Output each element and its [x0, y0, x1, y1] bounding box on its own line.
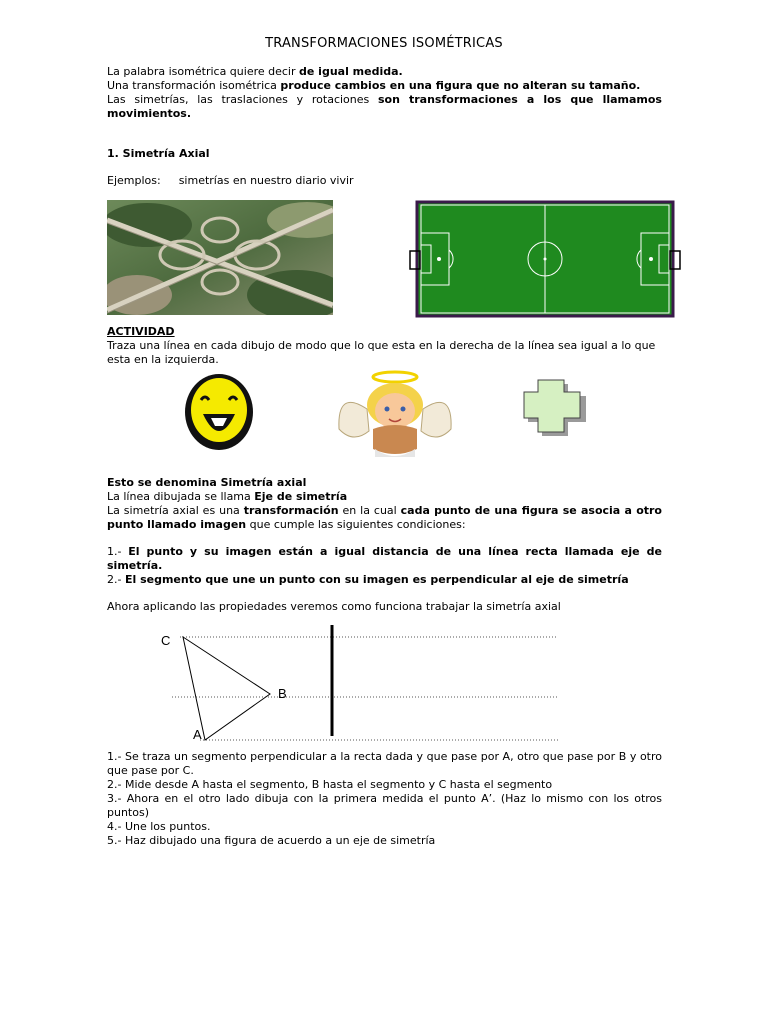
- definition-bold: cada punto de una figura se asocia a otro punto llamado imagen: [107, 504, 662, 531]
- apply-text: Ahora aplicando las propiedades veremos como funciona trabajar la simetría axial: [107, 600, 561, 613]
- page-title: TRANSFORMACIONES ISOMÉTRICAS: [265, 36, 503, 51]
- definition-bold: Eje de simetría: [254, 490, 348, 503]
- definition-text: que cumple las siguientes condiciones:: [246, 518, 466, 531]
- step-2: 2.- Mide desde A hasta el segmento, B hasta el segmento y C hasta el segmento: [107, 778, 553, 791]
- intro-line-2: [107, 79, 662, 93]
- smiley-face-image: [183, 372, 255, 452]
- intro-line-1: [107, 65, 662, 79]
- condition-1: [107, 545, 662, 573]
- highway-interchange-image: [107, 200, 333, 315]
- definition-bold: transformación: [243, 504, 339, 517]
- examples-text: simetrías en nuestro diario vivir: [178, 174, 354, 187]
- triangle-abc: [183, 637, 270, 740]
- step-1: 1.- Se traza un segmento perpendicular a la recta dada y que pase por A, otro que pase por B y otro que pase por C.: [107, 750, 662, 777]
- definition-text: La simetría axial es una: [107, 504, 244, 517]
- intro-paragraph: [107, 65, 662, 121]
- cross-shape-image: [522, 378, 592, 440]
- intro-bold: de igual medida.: [299, 65, 403, 78]
- intro-line-3: [107, 93, 662, 121]
- definition-line-2: [107, 490, 347, 504]
- condition-text: El segmento que une un punto con su imagen es perpendicular al eje de simetría: [124, 573, 629, 586]
- intro-bold: produce cambios en una figura que no alteran su tamaño.: [280, 79, 641, 92]
- intro-text: Las simetrías, las traslaciones y rotaciones: [107, 93, 378, 106]
- intro-bold: son transformaciones a los que llamamos movimientos.: [107, 93, 662, 120]
- intro-text: Una transformación isométrica: [107, 79, 281, 92]
- definition-paragraph: [107, 504, 662, 532]
- definition-text: La línea dibujada se llama: [107, 490, 255, 503]
- condition-number: 1.-: [107, 545, 129, 558]
- section-heading: 1. Simetría Axial: [107, 147, 210, 160]
- point-label-a: A: [193, 727, 202, 742]
- symmetry-diagram: [150, 620, 570, 746]
- step-4: 4.- Une los puntos.: [107, 820, 211, 833]
- intro-text: La palabra isométrica quiere decir: [107, 65, 300, 78]
- examples-line: [107, 174, 354, 188]
- angel-image: [333, 369, 457, 463]
- step-3: 3.- Ahora en el otro lado dibuja con la primera medida el punto A’. (Haz lo mismo con los otros puntos): [107, 792, 662, 819]
- definition-line-1: Esto se denomina Simetría axial: [107, 476, 307, 489]
- step-5: 5.- Haz dibujado una figura de acuerdo a un eje de simetría: [107, 834, 436, 847]
- soccer-field-image: [409, 200, 681, 319]
- condition-number: 2.-: [107, 573, 125, 586]
- activity-text: Traza una línea en cada dibujo de modo que lo que esta en la derecha de la línea sea igual a lo que esta en la izquierda.: [107, 339, 656, 366]
- point-label-b: B: [278, 686, 287, 701]
- examples-label: Ejemplos:: [107, 174, 161, 187]
- condition-2: [107, 573, 662, 587]
- point-label-c: C: [161, 633, 171, 648]
- definition-text: en la cual: [338, 504, 401, 517]
- condition-text: El punto y su imagen están a igual distancia de una línea recta llamada eje de simetría.: [107, 545, 662, 572]
- activity-heading: ACTIVIDAD: [107, 325, 175, 338]
